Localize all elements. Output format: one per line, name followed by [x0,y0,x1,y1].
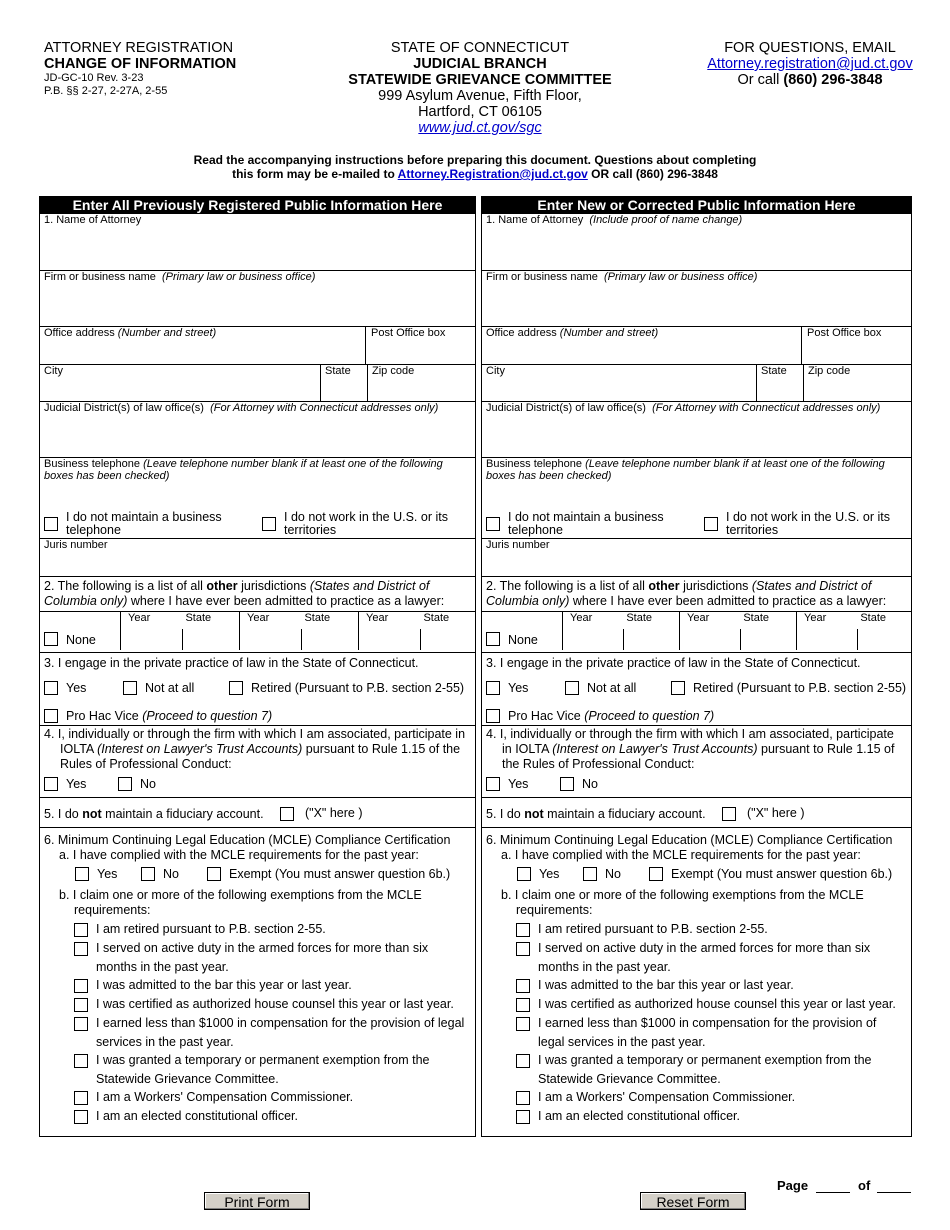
divider [320,365,321,401]
city-state-zip-row [40,365,475,402]
no-us-work-checkbox[interactable] [704,517,718,531]
firm-name-field[interactable] [482,271,911,327]
business-telephone-note: (Leave telephone number blank if at least one of the following boxes has been checked) [44,458,443,482]
jurisdiction-state-label: State [860,612,887,624]
questions-label: FOR QUESTIONS, EMAIL [724,40,896,56]
exemption-checkbox[interactable] [516,979,530,993]
previous-info-column [39,196,476,1137]
fiduciary-account-checkbox[interactable] [722,807,736,821]
address-line-2: Hartford, CT 06105 [418,104,542,120]
practice-not-at-all-checkbox[interactable] [123,681,137,695]
pro-hac-vice-label [508,709,714,723]
judicial-district-note: (For Attorney with Connecticut addresses only) [652,402,881,414]
question-3-row [40,653,475,726]
attorney-name-field[interactable] [40,214,475,271]
business-telephone-label-text: Business telephone [44,458,141,470]
q4-pre: 4. I, individually or through the firm with which I am associated, participate in IOLTA [44,727,466,756]
question-4-row [482,726,911,798]
form-number: JD-GC-10 Rev. 3-23 [44,72,144,84]
business-telephone-note: (Leave telephone number blank if at least one of the following boxes has been checked) [486,458,885,482]
zip-label: Zip code [372,365,415,377]
po-box-label: Post Office box [371,327,446,339]
question-5-row [40,798,475,828]
mcle-yes-checkbox[interactable] [517,867,531,881]
business-telephone-label-text: Business telephone [486,458,583,470]
office-address-label [486,327,658,339]
po-box-label: Post Office box [807,327,882,339]
divider [623,629,624,650]
judicial-district-label-text: Judicial District(s) of law office(s) [44,402,204,414]
no-us-work-label: I do not work in the U.S. or its territories [284,510,448,537]
exemption-label: I am a Workers' Compensation Commissioner. [538,1090,796,1104]
mcle-no-label: No [163,867,179,881]
divider [367,365,368,401]
exemption-checkbox[interactable] [516,923,530,937]
jurisdiction-state-label: State [743,612,770,624]
divider [420,629,421,650]
judicial-district-label-text: Judicial District(s) of law office(s) [486,402,646,414]
column-heading: Enter All Previously Registered Public Information Here [40,196,475,214]
judicial-district-field[interactable] [40,402,475,458]
pro-hac-vice-note: (Proceed to question 7) [142,709,273,723]
q2-post: where I have ever been admitted to practice as a lawyer: [572,594,887,608]
office-address-row [40,327,475,365]
exemption-label: I was granted a temporary or permanent exemption from the Statewide Grievance Committee. [96,1053,430,1086]
none-label: None [66,633,96,647]
zip-label: Zip code [808,365,851,377]
exemption-checkbox[interactable] [74,979,88,993]
firm-name-note: (Primary law or business office) [604,271,758,283]
mcle-exempt-label: Exempt (You must answer question 6b.) [671,867,893,881]
question-5-row [482,798,911,828]
mcle-yes-label: Yes [539,867,560,881]
divider [803,365,804,401]
iolta-yes-checkbox[interactable] [486,777,500,791]
x-here-label: ("X" here ) [747,806,805,820]
city-label: City [486,365,505,377]
office-address-label-text: Office address [486,327,557,339]
question-4-text [486,727,907,772]
exemption-label: I served on active duty in the armed forces for more than six months in the past year. [96,941,429,974]
mcle-exempt-checkbox[interactable] [649,867,663,881]
instructions-line-1: Read the accompanying instructions before preparing this document. Questions about completing [193,153,757,167]
q4-italic: (Interest on Lawyer's Trust Accounts) [97,742,303,756]
q2-mid: jurisdictions [241,579,307,593]
pro-hac-vice-label [66,709,272,723]
practice-retired-checkbox[interactable] [671,681,685,695]
attorney-name-label [44,214,144,226]
question-4-row [40,726,475,798]
q5-pre: 5. I do [486,807,521,821]
question-6-title: 6. Minimum Continuing Legal Education (MCLE) Compliance Certification [486,833,893,847]
office-address-row [482,327,911,365]
state-label: State [761,365,787,377]
exemption-checkbox[interactable] [516,1110,530,1124]
website-link[interactable]: www.jud.ct.gov/sgc [418,120,542,136]
exemption-checkbox[interactable] [516,1091,530,1105]
q2-italic: (States and District of Columbia only) [486,579,872,608]
mcle-no-checkbox[interactable] [583,867,597,881]
firm-name-label [44,271,315,283]
instructions-email-link[interactable]: Attorney.Registration@jud.ct.gov [397,167,588,181]
x-here-label: ("X" here ) [305,806,363,820]
none-jurisdiction-checkbox[interactable] [44,632,58,646]
question-3-row [482,653,911,726]
practice-yes-checkbox[interactable] [486,681,500,695]
question-6b-text: b. I claim one or more of the following exemptions from the MCLE requirements: [501,888,864,917]
no-business-telephone-checkbox[interactable] [486,517,500,531]
mcle-exempt-label: Exempt (You must answer question 6b.) [229,867,451,881]
office-address-label [44,327,216,339]
jurisdiction-state-label: State [423,612,450,624]
office-address-note: (Number and street) [559,327,659,339]
exemption-label: I was certified as authorized house counsel this year or last year. [96,997,454,1011]
phone-number: (860) 296-3848 [783,72,883,88]
judicial-district-field[interactable] [482,402,911,458]
exemption-checkbox[interactable] [516,1054,530,1068]
instructions-line-2-pre: this form may be e-mailed to [232,167,395,181]
branch-name: JUDICIAL BRANCH [413,56,547,72]
state-name: STATE OF CONNECTICUT [390,40,570,56]
form-title: ATTORNEY REGISTRATION [44,40,234,56]
jurisdiction-state-label: State [304,612,331,624]
business-telephone-label [486,458,907,482]
committee-name: STATEWIDE GRIEVANCE COMMITTEE [348,72,612,88]
question-2-text [44,579,469,609]
exemption-checkbox[interactable] [516,998,530,1012]
mcle-yes-label: Yes [97,867,118,881]
practice-yes-checkbox[interactable] [44,681,58,695]
business-telephone-label [44,458,471,482]
practice-not-at-all-label: Not at all [145,681,195,695]
q5-pre: 5. I do [44,807,79,821]
form-header-right [690,40,930,88]
page-label: Page [777,1178,809,1193]
q5-post: maintain a fiduciary account. [105,807,264,821]
column-heading: Enter New or Corrected Public Information Here [482,196,911,214]
attorney-name-label-text: 1. Name of Attorney [486,214,584,226]
q2-italic: (States and District of Columbia only) [44,579,430,608]
exemption-label: I am a Workers' Compensation Commissioner. [96,1090,354,1104]
page-number-field[interactable] [816,1192,850,1193]
exemption-label: I earned less than $1000 in compensation for the provision of legal services in the past year. [538,1016,877,1049]
exemption-checkbox[interactable] [74,1017,88,1031]
iolta-yes-label: Yes [66,777,87,791]
divider [801,327,802,364]
divider [182,629,183,650]
exemption-label: I was granted a temporary or permanent exemption from the Statewide Grievance Committee. [538,1053,872,1086]
exemption-label: I am an elected constitutional officer. [538,1109,740,1123]
jurisdiction-year-label: Year [687,612,710,624]
iolta-no-label: No [140,777,156,791]
q2-bold: other [648,579,680,593]
exemption-label: I served on active duty in the armed forces for more than six months in the past year. [538,941,871,974]
none-label: None [508,633,538,647]
firm-name-label-text: Firm or business name [44,271,156,283]
q4-pre: 4. I, individually or through the firm with which I am associated, participate in IOLTA [486,727,894,756]
page-total-field[interactable] [877,1192,911,1193]
practice-retired-label: Retired (Pursuant to P.B. section 2-55) [693,681,907,695]
q2-bold: other [206,579,238,593]
question-5-text [44,807,264,821]
form-subtitle: CHANGE OF INFORMATION [44,56,237,72]
exemption-label: I am an elected constitutional officer. [96,1109,298,1123]
q2-pre: 2. The following is a list of all [44,579,203,593]
q4-post: pursuant to Rule 1.15 of the Rules of Professional Conduct: [502,742,895,771]
business-telephone-row [482,458,911,539]
divider [365,327,366,364]
form-header-left [44,40,236,98]
business-telephone-row [40,458,475,539]
jurisdiction-year-label: Year [804,612,827,624]
practice-retired-checkbox[interactable] [229,681,243,695]
firm-name-label-text: Firm or business name [486,271,598,283]
no-business-telephone-label: I do not maintain a business telephone [66,510,222,537]
exemption-label: I am retired pursuant to P.B. section 2-55. [538,922,768,936]
fiduciary-account-checkbox[interactable] [280,807,294,821]
exemption-checkbox[interactable] [74,923,88,937]
question-6-title: 6. Minimum Continuing Legal Education (MCLE) Compliance Certification [44,833,451,847]
divider [562,611,563,650]
jurisdiction-year-label: Year [247,612,270,624]
city-state-zip-row [482,365,911,402]
no-business-telephone-label: I do not maintain a business telephone [508,510,664,537]
iolta-yes-label: Yes [508,777,529,791]
question-2-row [40,577,475,653]
instructions-line-2-post: OR call (860) 296-3848 [591,167,718,181]
jurisdiction-year-label: Year [128,612,151,624]
q2-pre: 2. The following is a list of all [486,579,645,593]
none-jurisdiction-checkbox[interactable] [486,632,500,646]
q5-bold: not [82,807,102,821]
q5-bold: not [524,807,544,821]
question-2-row [482,577,911,653]
iolta-no-checkbox[interactable] [560,777,574,791]
question-2-text [486,579,905,609]
judicial-district-label [44,402,438,414]
question-6b-text: b. I claim one or more of the following exemptions from the MCLE requirements: [59,888,422,917]
print-form-button[interactable]: Print Form [204,1192,310,1210]
divider [740,629,741,650]
attorney-name-note: (Include proof of name change) [589,214,743,226]
instructions [80,153,870,181]
question-4-text [44,727,471,772]
divider [358,611,359,650]
pro-hac-vice-checkbox[interactable] [44,709,58,723]
question-6a-text: a. I have complied with the MCLE requirements for the past year: [501,848,861,862]
practice-not-at-all-checkbox[interactable] [565,681,579,695]
practice-yes-label: Yes [508,681,529,695]
juris-number-label: Juris number [486,539,550,551]
attorney-name-field[interactable] [482,214,911,271]
q2-post: where I have ever been admitted to practice as a lawyer: [130,594,445,608]
exemption-label: I was admitted to the bar this year or last year. [538,978,794,992]
jurisdiction-state-label: State [185,612,212,624]
q5-post: maintain a fiduciary account. [547,807,706,821]
new-info-column [481,196,912,1137]
office-address-note: (Number and street) [117,327,217,339]
juris-number-label: Juris number [44,539,108,551]
practice-retired-label: Retired (Pursuant to P.B. section 2-55) [251,681,465,695]
no-us-work-label: I do not work in the U.S. or its territories [726,510,890,537]
form-header-center [300,40,660,136]
divider [120,611,121,650]
q4-italic: (Interest on Lawyer's Trust Accounts) [552,742,758,756]
question-6a-text: a. I have complied with the MCLE requirements for the past year: [59,848,419,862]
judicial-district-label [486,402,880,414]
reset-form-button[interactable]: Reset Form [640,1192,746,1210]
iolta-no-checkbox[interactable] [118,777,132,791]
mcle-no-checkbox[interactable] [141,867,155,881]
question-5-text [486,807,706,821]
exemption-checkbox[interactable] [516,942,530,956]
mcle-exempt-checkbox[interactable] [207,867,221,881]
pro-hac-vice-checkbox[interactable] [486,709,500,723]
or-call-label: Or call [737,72,780,88]
iolta-yes-checkbox[interactable] [44,777,58,791]
exemption-label: I earned less than $1000 in compensation for the provision of legal services in the past year. [96,1016,465,1049]
attorney-name-label-text: 1. Name of Attorney [44,214,142,226]
jurisdiction-state-label: State [626,612,653,624]
practice-yes-label: Yes [66,681,87,695]
divider [796,611,797,650]
q4-post: pursuant to Rule 1.15 of the Rules of Professional Conduct: [60,742,461,771]
question-3-text: 3. I engage in the private practice of law in the State of Connecticut. [486,656,861,670]
exemption-checkbox[interactable] [516,1017,530,1031]
office-address-label-text: Office address [44,327,115,339]
attorney-name-label [486,214,742,226]
judicial-district-note: (For Attorney with Connecticut addresses only) [210,402,439,414]
practice-not-at-all-label: Not at all [587,681,637,695]
city-label: City [44,365,63,377]
exemption-label: I was certified as authorized house counsel this year or last year. [538,997,896,1011]
firm-name-note: (Primary law or business office) [162,271,316,283]
exemption-checkbox[interactable] [74,942,88,956]
q2-mid: jurisdictions [683,579,749,593]
exemption-checkbox[interactable] [74,1110,88,1124]
question-3-text: 3. I engage in the private practice of law in the State of Connecticut. [44,656,419,670]
pro-hac-vice-note: (Proceed to question 7) [584,709,715,723]
pro-hac-vice-text: Pro Hac Vice [508,709,581,723]
exemption-label: I am retired pursuant to P.B. section 2-55. [96,922,326,936]
mcle-no-label: No [605,867,621,881]
juris-number-field[interactable] [482,539,911,577]
mcle-yes-checkbox[interactable] [75,867,89,881]
email-link[interactable]: Attorney.registration@jud.ct.gov [707,56,913,72]
pro-hac-vice-text: Pro Hac Vice [66,709,139,723]
no-us-work-checkbox[interactable] [262,517,276,531]
exemption-checkbox[interactable] [74,998,88,1012]
jurisdiction-year-label: Year [570,612,593,624]
address-line-1: 999 Asylum Avenue, Fifth Floor, [378,88,582,104]
iolta-no-label: No [582,777,598,791]
divider [679,611,680,650]
rule-reference: P.B. §§ 2-27, 2-27A, 2-55 [44,85,168,97]
of-label: of [858,1178,871,1193]
exemption-checkbox[interactable] [74,1054,88,1068]
jurisdiction-year-label: Year [366,612,389,624]
divider [239,611,240,650]
juris-number-field[interactable] [40,539,475,577]
firm-name-label [486,271,757,283]
exemption-label: I was admitted to the bar this year or last year. [96,978,352,992]
exemption-checkbox[interactable] [74,1091,88,1105]
divider [857,629,858,650]
divider [756,365,757,401]
no-business-telephone-checkbox[interactable] [44,517,58,531]
divider [301,629,302,650]
state-label: State [325,365,351,377]
firm-name-field[interactable] [40,271,475,327]
